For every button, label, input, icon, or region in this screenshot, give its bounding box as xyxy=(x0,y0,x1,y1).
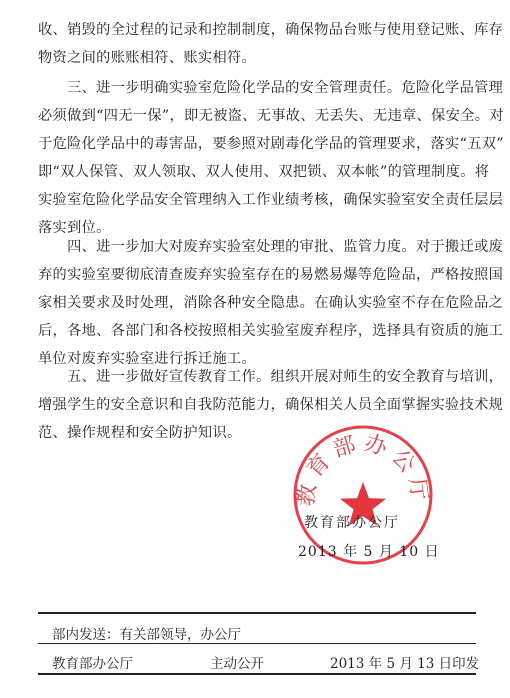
signature-date: 2013 年 5 月 10 日 xyxy=(298,544,440,560)
paragraph-continuation xyxy=(38,16,504,72)
paragraph-line: 落实到位。 xyxy=(38,220,111,236)
paragraph-line: 范、操作规程和安全防护知识。 xyxy=(38,425,242,441)
seal-text: 教育部办公厅 xyxy=(293,430,433,508)
paragraph-line: 弃的实验室要彻底清查废弃实验室存在的易燃易爆等危险品，严格按照国 xyxy=(38,267,504,283)
paragraph-line: 家相关要求及时处理，消除各种安全隐患。在确认实验室不存在危险品之 xyxy=(38,295,504,311)
footer-top-rule xyxy=(38,612,476,614)
paragraph-line: 收、销毁的全过程的记录和控制制度，确保物品台账与使用登记账、库存 xyxy=(38,22,504,38)
footer-bottom-rule xyxy=(38,673,476,675)
paragraph-line: 单位对废弃实验室进行拆迁施工。 xyxy=(38,351,257,367)
footer-middle-rule xyxy=(38,643,476,644)
paragraph-line: 后，各地、各部门和各校按照相关实验室废弃程序，选择具有资质的施工 xyxy=(38,323,504,339)
print-date: 2013 年 5 月 13 日印发 xyxy=(330,656,480,672)
paragraph-line: 四、进一步加大对废弃实验室处理的审批、监管力度。对于搬迁或废 xyxy=(38,239,504,255)
paragraph-line: 即“双人保管、双人领取、双人使用、双把锁、双本帐”的管理制度。将 xyxy=(38,164,490,180)
issuer-name: 教育部办公厅 xyxy=(52,656,133,672)
paragraph-section-4 xyxy=(38,233,504,373)
paragraph-line: 五、进一步做好宣传教育工作。组织开展对师生的安全教育与培训， xyxy=(38,369,504,385)
signature-organization: 教育部办公厅 xyxy=(304,515,400,531)
distribution-line: 部内发送：有关部领导，办公厅 xyxy=(52,627,241,643)
paragraph-line: 增强学生的安全意识和自我防范能力，确保相关人员全面掌握实验技术规 xyxy=(38,397,504,413)
paragraph-line: 实验室危险化学品安全管理纳入工作业绩考核，确保实验室安全责任层层 xyxy=(38,192,504,208)
paragraph-line: 物资之间的账账相符、账实相符。 xyxy=(38,50,257,66)
paragraph-line: 于危险化学品中的毒害品，要参照对剧毒化学品的管理要求，落实“五双” xyxy=(38,136,504,152)
paragraph-section-3 xyxy=(38,74,504,242)
disclosure-type: 主动公开 xyxy=(210,656,264,672)
paragraph-line: 三、进一步明确实验室危险化学品的安全管理责任。危险化学品管理 xyxy=(38,80,504,96)
paragraph-line: 必须做到“四无一保”，即无被盗、无事故、无丢失、无违章、保安全。对 xyxy=(38,108,504,124)
